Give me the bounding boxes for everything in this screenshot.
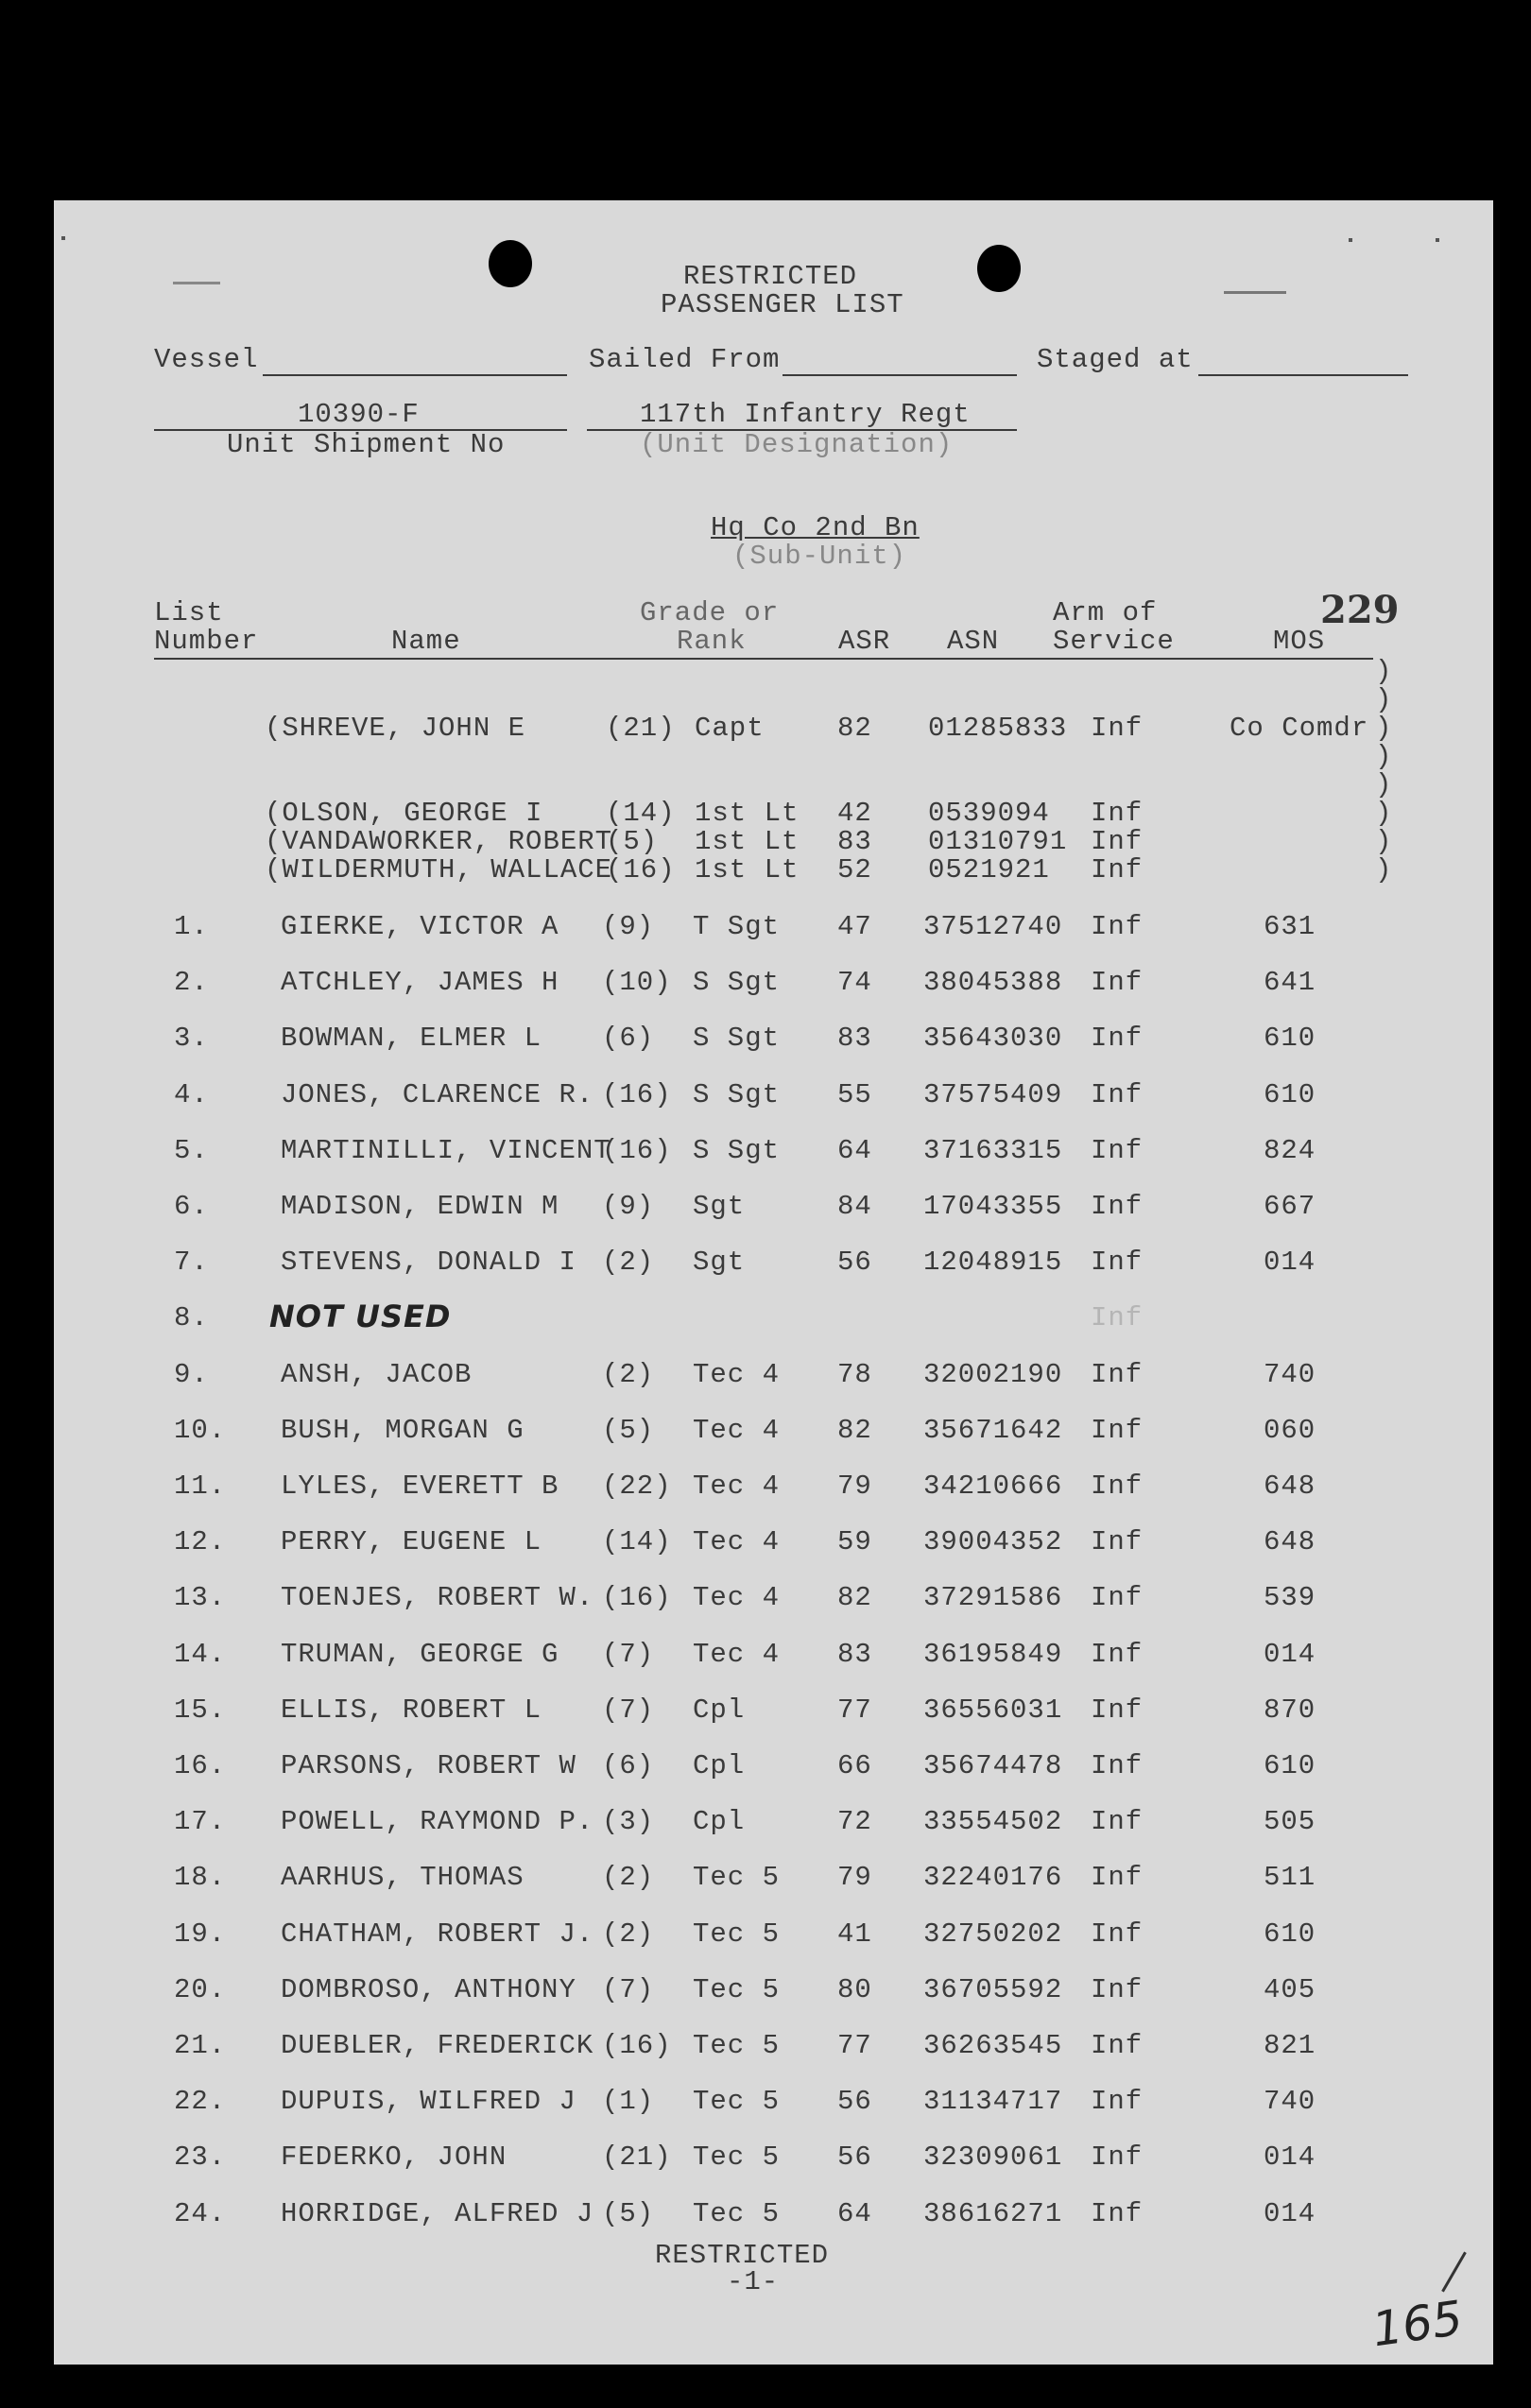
list-number: 4. — [174, 1079, 209, 1110]
asr-code: (21) — [602, 2141, 672, 2173]
col-asr: ASR — [838, 626, 891, 657]
asn-number: 38616271 — [923, 2198, 1063, 2229]
asr-score: 83 — [837, 1639, 872, 1670]
grade-rank: Tec 5 — [693, 1862, 781, 1893]
officer-asn: 01310791 — [928, 826, 1068, 857]
asn-number: 32240176 — [923, 1862, 1063, 1893]
officer-bracket: ) — [1375, 769, 1393, 800]
mos-code: 539 — [1264, 1582, 1316, 1613]
asr-code: (3) — [602, 1806, 655, 1837]
arm-of-service: Inf — [1091, 2086, 1144, 2117]
dust-speck — [1436, 238, 1439, 242]
asn-number: 36195849 — [923, 1639, 1063, 1670]
list-number: 19. — [174, 1918, 227, 1950]
mos-code: 610 — [1264, 1750, 1316, 1781]
passenger-name: ELLIS, ROBERT L — [281, 1694, 542, 1726]
list-number: 17. — [174, 1806, 227, 1837]
arm-of-service: Inf — [1091, 1415, 1144, 1446]
sailed-from-blank — [783, 374, 1017, 376]
asr-code: (7) — [602, 1694, 655, 1726]
asr-score: 79 — [837, 1862, 872, 1893]
asr-score: 56 — [837, 2086, 872, 2117]
staged-at-label: Staged at — [1037, 344, 1194, 375]
passenger-name: GIERKE, VICTOR A — [281, 911, 559, 942]
asn-number: 37163315 — [923, 1135, 1063, 1166]
asr-code: (2) — [602, 1918, 655, 1950]
grade-rank: Cpl — [693, 1806, 746, 1837]
grade-rank: S Sgt — [693, 967, 781, 998]
passenger-name: BOWMAN, ELMER L — [281, 1023, 542, 1054]
arm-of-service: Inf — [1091, 967, 1144, 998]
arm-of-service: Inf — [1091, 1750, 1144, 1781]
asr-score: 83 — [837, 1023, 872, 1054]
asr-code: (1) — [602, 2086, 655, 2117]
restricted-header: RESTRICTED — [683, 261, 858, 292]
asr-code: (16) — [602, 1079, 672, 1110]
officer-arm: Inf — [1091, 826, 1144, 857]
passenger-name: ATCHLEY, JAMES H — [281, 967, 559, 998]
mos-code: 740 — [1264, 2086, 1316, 2117]
mos-code: 648 — [1264, 1471, 1316, 1502]
arm-of-service: Inf — [1091, 1694, 1144, 1726]
list-number: 1. — [174, 911, 209, 942]
arm-of-service: Inf — [1091, 911, 1144, 942]
grade-rank: Tec 5 — [693, 2030, 781, 2061]
passenger-name: CHATHAM, ROBERT J. — [281, 1918, 594, 1950]
arm-of-service: Inf — [1091, 1191, 1144, 1222]
col-name: Name — [391, 626, 461, 657]
list-number: 15. — [174, 1694, 227, 1726]
grade-rank: Tec 5 — [693, 1974, 781, 2005]
grade-rank: Tec 4 — [693, 1639, 781, 1670]
asr-score: 82 — [837, 1415, 872, 1446]
punch-hole-left — [489, 240, 532, 287]
mos-code: 824 — [1264, 1135, 1316, 1166]
pen-stroke — [1441, 2251, 1467, 2292]
arm-of-service: Inf — [1091, 2141, 1144, 2173]
officer-asr: 82 — [837, 713, 872, 744]
asn-number: 35643030 — [923, 1023, 1063, 1054]
grade-rank: S Sgt — [693, 1023, 781, 1054]
passenger-name: LYLES, EVERETT B — [281, 1471, 559, 1502]
col-grade-2: Rank — [677, 626, 747, 657]
mos-code: 610 — [1264, 1918, 1316, 1950]
list-number: 23. — [174, 2141, 227, 2173]
officer-asr: 52 — [837, 854, 872, 886]
asr-score: 56 — [837, 2141, 872, 2173]
arm-of-service: Inf — [1091, 1918, 1144, 1950]
asn-number: 36705592 — [923, 1974, 1063, 2005]
asn-number: 12048915 — [923, 1247, 1063, 1278]
passenger-name: TOENJES, ROBERT W. — [281, 1582, 594, 1613]
arm-of-service: Inf — [1091, 1974, 1144, 2005]
unit-shipment-no-label: Unit Shipment No — [227, 429, 506, 460]
arm-of-service: Inf — [1091, 1862, 1144, 1893]
grade-rank: Sgt — [693, 1247, 746, 1278]
grade-rank: S Sgt — [693, 1135, 781, 1166]
mos-code: 505 — [1264, 1806, 1316, 1837]
officer-bracket: ) — [1375, 826, 1393, 857]
list-number: 3. — [174, 1023, 209, 1054]
arm-of-service: Inf — [1091, 1526, 1144, 1557]
punch-hole-right — [977, 245, 1021, 292]
arm-of-service: Inf — [1091, 1247, 1144, 1278]
officer-bracket: ) — [1375, 854, 1393, 886]
asn-number: 35674478 — [923, 1750, 1063, 1781]
officer-grade: 1st Lt — [695, 798, 800, 829]
officer-asr: 83 — [837, 826, 872, 857]
officer-bracket: ) — [1375, 741, 1393, 772]
asr-score: 66 — [837, 1750, 872, 1781]
officer-asr-code: (16) — [606, 854, 676, 886]
officer-grade: 1st Lt — [695, 854, 800, 886]
arm-of-service: Inf — [1091, 1639, 1144, 1670]
page-stamp-number: 229 — [1320, 588, 1400, 632]
list-number: 2. — [174, 967, 209, 998]
asn-number: 36263545 — [923, 2030, 1063, 2061]
asr-code: (5) — [602, 2198, 655, 2229]
asr-score: 84 — [837, 1191, 872, 1222]
mos-code: 648 — [1264, 1526, 1316, 1557]
asn-number: 34210666 — [923, 1471, 1063, 1502]
mos-code: 631 — [1264, 911, 1316, 942]
asn-number: 35671642 — [923, 1415, 1063, 1446]
arm-of-service: Inf — [1091, 1471, 1144, 1502]
grade-rank: Tec 5 — [693, 2086, 781, 2117]
list-number: 5. — [174, 1135, 209, 1166]
officer-grade: Capt — [695, 713, 765, 744]
passenger-name: MARTINILLI, VINCENT — [281, 1135, 611, 1166]
passenger-name: DOMBROSO, ANTHONY — [281, 1974, 576, 2005]
asr-code: (22) — [602, 1471, 672, 1502]
asn-number: 37575409 — [923, 1079, 1063, 1110]
officer-name: (WILDERMUTH, WALLACE — [265, 854, 613, 886]
grade-rank: T Sgt — [693, 911, 781, 942]
unit-shipment-no: 10390-F — [298, 399, 420, 430]
passenger-name: BUSH, MORGAN G — [281, 1415, 525, 1446]
dust-speck — [61, 236, 65, 240]
officer-mos: Co Comdr — [1230, 713, 1369, 744]
asr-score: 64 — [837, 2198, 872, 2229]
grade-rank: Cpl — [693, 1750, 746, 1781]
asr-score: 41 — [837, 1918, 872, 1950]
asr-code: (16) — [602, 2030, 672, 2061]
grade-rank: S Sgt — [693, 1079, 781, 1110]
mos-code: 610 — [1264, 1079, 1316, 1110]
passenger-name: JONES, CLARENCE R. — [281, 1079, 594, 1110]
asr-score: 55 — [837, 1079, 872, 1110]
asr-score: 78 — [837, 1359, 872, 1390]
mos-code: 014 — [1264, 2141, 1316, 2173]
arm-of-service: Inf — [1091, 1806, 1144, 1837]
officer-asr-code: (21) — [606, 713, 676, 744]
unit-designation: 117th Infantry Regt — [640, 399, 971, 430]
col-list-number-1: List — [154, 597, 224, 628]
mos-code: 060 — [1264, 1415, 1316, 1446]
asr-code: (2) — [602, 1862, 655, 1893]
list-number: 9. — [174, 1359, 209, 1390]
asr-score: 56 — [837, 1247, 872, 1278]
officer-asn: 0521921 — [928, 854, 1050, 886]
passenger-name: ANSH, JACOB — [281, 1359, 473, 1390]
asr-score: 77 — [837, 1694, 872, 1726]
asr-code: (2) — [602, 1247, 655, 1278]
col-mos: MOS — [1273, 626, 1326, 657]
officer-asn: 01285833 — [928, 713, 1068, 744]
list-number: 24. — [174, 2198, 227, 2229]
asn-number: 17043355 — [923, 1191, 1063, 1222]
passenger-name: TRUMAN, GEORGE G — [281, 1639, 559, 1670]
grade-rank: Tec 4 — [693, 1471, 781, 1502]
list-number: 22. — [174, 2086, 227, 2117]
list-number: 20. — [174, 1974, 227, 2005]
list-number: 8. — [174, 1302, 209, 1333]
passenger-name: MADISON, EDWIN M — [281, 1191, 559, 1222]
asn-number: 33554502 — [923, 1806, 1063, 1837]
asn-number: 38045388 — [923, 967, 1063, 998]
arm-of-service: Inf — [1091, 1359, 1144, 1390]
mos-code: 870 — [1264, 1694, 1316, 1726]
dust-speck — [1224, 291, 1286, 294]
passenger-name: DUPUIS, WILFRED J — [281, 2086, 576, 2117]
page-number: -1- — [727, 2266, 780, 2297]
list-number: 11. — [174, 1471, 227, 1502]
asr-code: (2) — [602, 1359, 655, 1390]
asr-score: 72 — [837, 1806, 872, 1837]
col-grade-1: Grade or — [640, 597, 780, 628]
officer-asr-code: (5) — [606, 826, 659, 857]
asr-code: (16) — [602, 1135, 672, 1166]
mos-code: 821 — [1264, 2030, 1316, 2061]
list-number: 13. — [174, 1582, 227, 1613]
asn-number: 37291586 — [923, 1582, 1063, 1613]
asn-number: 32750202 — [923, 1918, 1063, 1950]
asr-code: (6) — [602, 1023, 655, 1054]
mos-code: 405 — [1264, 1974, 1316, 2005]
arm-of-service: Inf — [1091, 1135, 1144, 1166]
asr-code: (6) — [602, 1750, 655, 1781]
vessel-blank — [263, 374, 567, 376]
col-asn: ASN — [947, 626, 1000, 657]
arm-of-service: Inf — [1091, 2030, 1144, 2061]
asn-number: 31134717 — [923, 2086, 1063, 2117]
officer-grade: 1st Lt — [695, 826, 800, 857]
officer-bracket: ) — [1375, 798, 1393, 829]
arm-of-service: Inf — [1091, 2198, 1144, 2229]
grade-rank: Sgt — [693, 1191, 746, 1222]
officer-name: (SHREVE, JOHN E — [265, 713, 526, 744]
asn-number: 36556031 — [923, 1694, 1063, 1726]
officer-asn: 0539094 — [928, 798, 1050, 829]
col-list-number-2: Number — [154, 626, 259, 657]
arm-of-service: Inf — [1091, 1023, 1144, 1054]
grade-rank: Cpl — [693, 1694, 746, 1726]
unit-designation-label: (Unit Designation) — [640, 429, 954, 460]
grade-rank: Tec 4 — [693, 1526, 781, 1557]
mos-code: 740 — [1264, 1359, 1316, 1390]
mos-code: 014 — [1264, 1247, 1316, 1278]
officer-bracket: ) — [1375, 684, 1393, 715]
asr-code: (10) — [602, 967, 672, 998]
passenger-name: FEDERKO, JOHN — [281, 2141, 507, 2173]
restricted-footer: RESTRICTED — [655, 2240, 830, 2271]
arm-of-service: Inf — [1091, 1302, 1144, 1333]
asr-score: 79 — [837, 1471, 872, 1502]
asr-score: 82 — [837, 1582, 872, 1613]
passenger-name: STEVENS, DONALD I — [281, 1247, 576, 1278]
list-number: 10. — [174, 1415, 227, 1446]
officer-arm: Inf — [1091, 798, 1144, 829]
mos-code: 511 — [1264, 1862, 1316, 1893]
grade-rank: Tec 4 — [693, 1415, 781, 1446]
asr-score: 64 — [837, 1135, 872, 1166]
passenger-name: PERRY, EUGENE L — [281, 1526, 542, 1557]
asn-number: 39004352 — [923, 1526, 1063, 1557]
arm-of-service: Inf — [1091, 1582, 1144, 1613]
list-number: 6. — [174, 1191, 209, 1222]
asr-score: 59 — [837, 1526, 872, 1557]
asr-code: (16) — [602, 1582, 672, 1613]
asn-number: 37512740 — [923, 911, 1063, 942]
grade-rank: Tec 4 — [693, 1359, 781, 1390]
mos-code: 610 — [1264, 1023, 1316, 1054]
asr-code: (7) — [602, 1974, 655, 2005]
sailed-from-label: Sailed From — [589, 344, 781, 375]
passenger-name: HORRIDGE, ALFRED J — [281, 2198, 594, 2229]
passenger-name: DUEBLER, FREDERICK — [281, 2030, 594, 2061]
sub-unit-label: (Sub-Unit) — [732, 541, 907, 572]
passenger-name: POWELL, RAYMOND P. — [281, 1806, 594, 1837]
asr-score: 77 — [837, 2030, 872, 2061]
officer-name: (VANDAWORKER, ROBERT — [265, 826, 613, 857]
col-arm-1: Arm of — [1053, 597, 1158, 628]
list-number: 18. — [174, 1862, 227, 1893]
list-number: 16. — [174, 1750, 227, 1781]
list-number: 12. — [174, 1526, 227, 1557]
vessel-label: Vessel — [154, 344, 259, 375]
sub-unit: Hq Co 2nd Bn — [711, 512, 920, 543]
officer-arm: Inf — [1091, 713, 1144, 744]
passenger-name: AARHUS, THOMAS — [281, 1862, 525, 1893]
officer-arm: Inf — [1091, 854, 1144, 886]
officer-bracket: ) — [1375, 656, 1393, 687]
document-page — [54, 200, 1493, 2365]
asr-code: (5) — [602, 1415, 655, 1446]
asn-number: 32309061 — [923, 2141, 1063, 2173]
handwritten-number: 165 — [1368, 2290, 1467, 2358]
arm-of-service: Inf — [1091, 1079, 1144, 1110]
asr-score: 74 — [837, 967, 872, 998]
staged-at-blank — [1198, 374, 1408, 376]
asr-score: 80 — [837, 1974, 872, 2005]
mos-code: 667 — [1264, 1191, 1316, 1222]
passenger-name: NOT USED — [269, 1299, 452, 1334]
list-number: 7. — [174, 1247, 209, 1278]
asn-number: 32002190 — [923, 1359, 1063, 1390]
officer-bracket: ) — [1375, 713, 1393, 744]
document-title: PASSENGER LIST — [661, 289, 904, 320]
dust-speck — [173, 282, 220, 284]
officer-asr: 42 — [837, 798, 872, 829]
officer-asr-code: (14) — [606, 798, 676, 829]
asr-code: (14) — [602, 1526, 672, 1557]
officer-name: (OLSON, GEORGE I — [265, 798, 543, 829]
list-number: 21. — [174, 2030, 227, 2061]
dust-speck — [1349, 238, 1352, 242]
list-number: 14. — [174, 1639, 227, 1670]
grade-rank: Tec 5 — [693, 1918, 781, 1950]
grade-rank: Tec 5 — [693, 2198, 781, 2229]
asr-code: (9) — [602, 1191, 655, 1222]
asr-code: (7) — [602, 1639, 655, 1670]
grade-rank: Tec 4 — [693, 1582, 781, 1613]
col-arm-2: Service — [1053, 626, 1175, 657]
grade-rank: Tec 5 — [693, 2141, 781, 2173]
mos-code: 014 — [1264, 2198, 1316, 2229]
passenger-name: PARSONS, ROBERT W — [281, 1750, 576, 1781]
header-rule — [154, 658, 1373, 660]
mos-code: 014 — [1264, 1639, 1316, 1670]
mos-code: 641 — [1264, 967, 1316, 998]
asr-code: (9) — [602, 911, 655, 942]
asr-score: 47 — [837, 911, 872, 942]
